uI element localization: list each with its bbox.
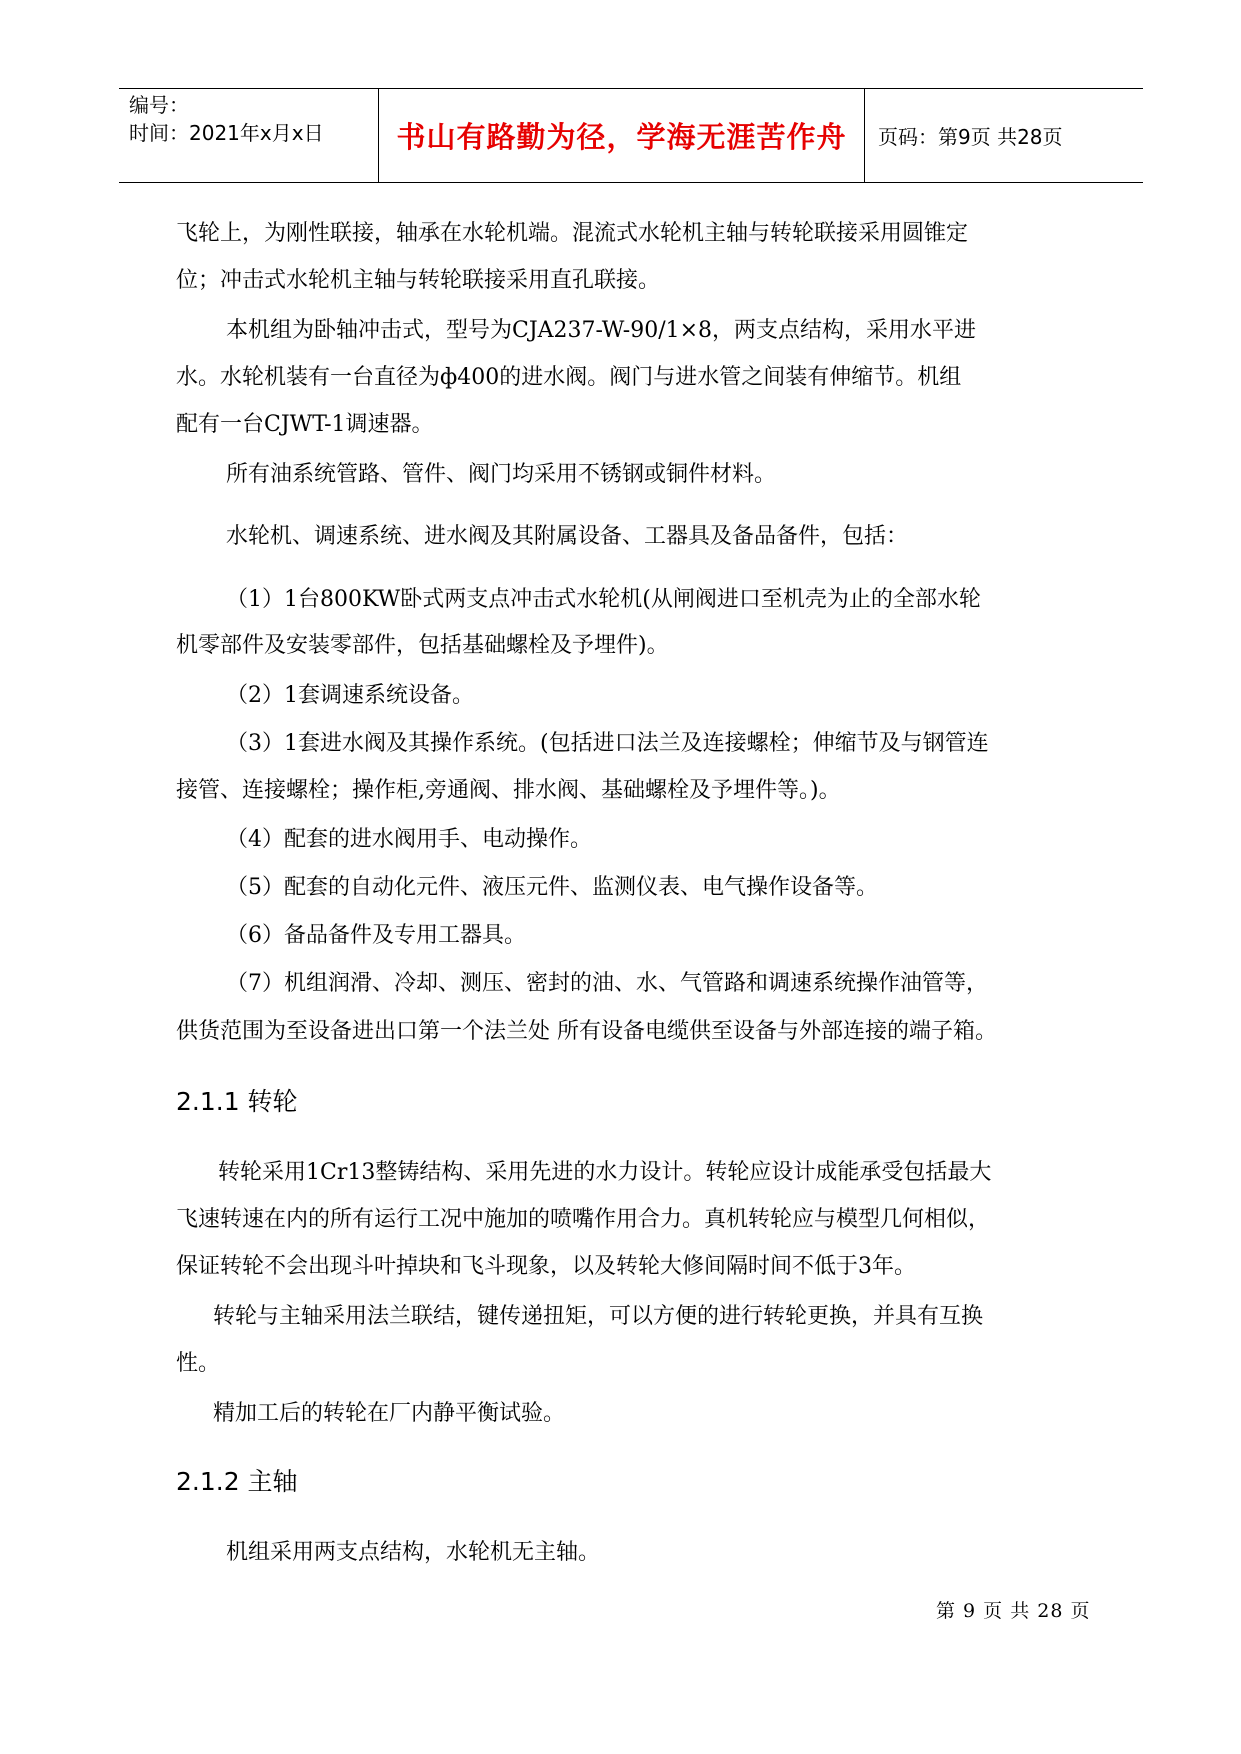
body-line: 飞速转速在内的所有运行工况中施加的喷嘴作用合力。真机转轮应与模型几何相似， [176,1207,991,1232]
list-item-continued: 机零部件及安装零部件，包括基础螺栓及予埋件)。 [176,633,669,658]
header-info-cell [119,89,378,182]
header-page-cell [865,89,1143,182]
header-motto-cell [378,89,865,182]
body-line: 转轮采用1Cr13整铸结构、采用先进的水力设计。转轮应设计成能承受包括最大 [218,1160,992,1185]
list-item: （2）1套调速系统设备。 [226,683,474,708]
list-item-continued: 接管、连接螺栓；操作柜,旁通阀、排水阀、基础螺栓及予埋件等。)。 [176,778,841,803]
list-item: （3）1套进水阀及其操作系统。(包括进口法兰及连接螺栓；伸缩节及与钢管连 [226,731,989,756]
body-line: 保证转轮不会出现斗叶掉块和飞斗现象，以及转轮大修间隔时间不低于3年。 [176,1254,916,1279]
body-line: 水轮机、调速系统、进水阀及其附属设备、工器具及备品备件，包括： [226,524,909,549]
list-item: （5）配套的自动化元件、液压元件、监测仪表、电气操作设备等。 [226,875,878,900]
section-heading: 2.1.2 主轴 [176,1467,298,1496]
header-page-info: 页码：第9页 共28页 [878,125,1063,149]
list-item: （1）1台800KW卧式两支点冲击式水轮机(从闸阀进口至机壳为止的全部水轮 [226,587,981,612]
document-date: 时间：2021年x月x日 [129,121,324,145]
page-header [119,88,1143,183]
section-heading: 2.1.1 转轮 [176,1087,298,1116]
body-line: 精加工后的转轮在厂内静平衡试验。 [213,1401,566,1426]
list-item: （4）配套的进水阀用手、电动操作。 [226,827,592,852]
list-item: （6）备品备件及专用工器具。 [226,923,526,948]
body-line: 位；冲击式水轮机主轴与转轮联接采用直孔联接。 [176,268,661,293]
body-line: 配有一台CJWT-1调速器。 [176,412,434,437]
body-line: 性。 [176,1351,221,1376]
body-line: 机组采用两支点结构，水轮机无主轴。 [226,1540,601,1565]
body-line: 水。水轮机装有一台直径为ф400的进水阀。阀门与进水管之间装有伸缩节。机组 [176,365,962,390]
list-item: （7）机组润滑、冷却、测压、密封的油、水、气管路和调速系统操作油管等， [226,971,988,996]
body-line: 本机组为卧轴冲击式，型号为CJA237-W-90/1×8，两支点结构，采用水平进 [226,318,977,343]
body-line: 飞轮上，为刚性联接，轴承在水轮机端。混流式水轮机主轴与转轮联接采用圆锥定 [176,221,969,246]
list-item-continued: 供货范围为至设备进出口第一个法兰处 所有设备电缆供至设备与外部连接的端子箱。 [176,1019,997,1044]
motto: 书山有路勤为径，学海无涯苦作舟 [396,120,847,154]
body-line: 转轮与主轴采用法兰联结，键传递扭矩，可以方便的进行转轮更换，并具有互换 [213,1304,984,1329]
page-footer: 第 9 页 共 28 页 [936,1600,1091,1622]
body-line: 所有油系统管路、管件、阀门均采用不锈钢或铜件材料。 [226,462,777,487]
document-number: 编号： [129,93,189,117]
